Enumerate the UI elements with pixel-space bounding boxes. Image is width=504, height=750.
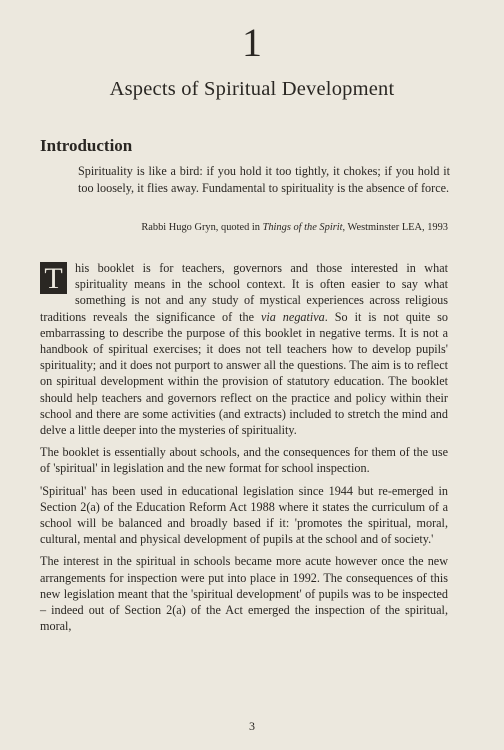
chapter-title: Aspects of Spiritual Development (109, 78, 395, 100)
paragraph-1-italic: via negativa (260, 309, 325, 324)
epigraph-source-prefix: Rabbi Hugo Gryn, quoted in (141, 222, 263, 233)
epigraph-source (78, 221, 448, 235)
paragraph-1-part2: . So it is not quite so embarrassing to describe the purpose of this booklet in negative terms. It is not a handbook of spiritual exercises; it does not tell teachers how to develop pupils' spirituality; and it does not purport to answer all the questions. The aim is to reflect on spiritual development within the provision of statutory education. The booklet should help teachers and governors reflect on the practice and policy within their school and there are some activities (and extracts) included to stretch the mind and delve a little deeper into the mysteries of spirituality. (40, 309, 448, 438)
paragraph-1 (40, 260, 448, 438)
epigraph-source-suffix: , Westminster LEA, 1993 (342, 222, 448, 233)
paragraph-4: The interest in the spiritual in schools became more acute however once the new arrangements for inspection were put into place in 1992. The consequences of this new legislation meant that the 'spiritual development' of pupils was to be inspected – indeed out of Section 2(a) of the Act emerged the inspection of the spiritual, moral, (40, 554, 448, 634)
section-heading: Introduction (40, 136, 133, 155)
chapter-number: 1 (242, 20, 262, 65)
body-text (40, 260, 448, 640)
paragraph-1-part1: his booklet is for teachers, governors and those interested in what spirituality means in the school context. It is often easier to say what something is not and any study of mystical experiences across religious traditions reveals the significance of the (40, 261, 448, 324)
epigraph-quote: Spirituality is like a bird: if you hold it too tightly, it chokes; if you hold it too loosely, it flies away. Fundamental to spirituality is the absence of force. (78, 164, 450, 195)
epigraph-source-title: Things of the Spirit (262, 222, 343, 233)
paragraph-2: The booklet is essentially about schools, and the consequences for them of the use of 'spiritual' in legislation and the new format for school inspection. (40, 445, 448, 476)
page-number: 3 (249, 719, 255, 733)
drop-cap: T (40, 262, 67, 294)
paragraph-3: 'Spiritual' has been used in educational legislation since 1944 but re-emerged in Section 2(a) of the Education Reform Act 1988 where it states the curriculum of a school will be balanced and broadly based if it: 'promotes the spiritual, moral, cultural, mental and physical development of pupils at the school and of society.' (40, 483, 448, 547)
